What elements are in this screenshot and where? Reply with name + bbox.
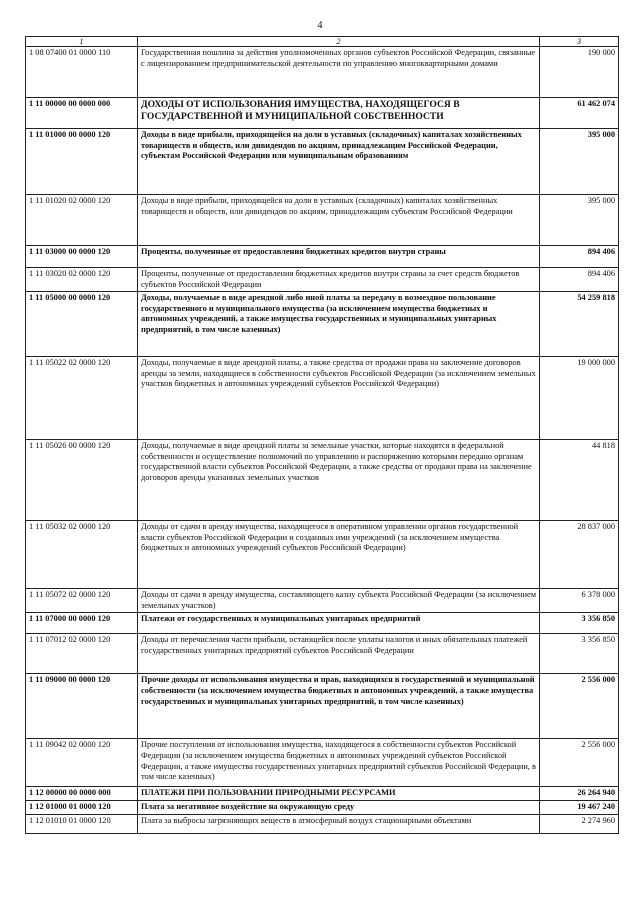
table-row [26, 521, 619, 589]
cell-budget-code: 1 11 07012 02 0000 120 [26, 634, 138, 674]
cell-budget-code: 1 12 01010 01 0000 120 [26, 814, 138, 833]
cell-amount: 28 837 000 [540, 521, 619, 589]
cell-amount: 19 467 240 [540, 800, 619, 814]
table-row [26, 739, 619, 787]
cell-amount: 395 000 [540, 195, 619, 246]
cell-name: Проценты, полученные от предоставления бюджетных кредитов внутри страны [138, 246, 540, 268]
table-row [26, 129, 619, 195]
table-row [26, 787, 619, 801]
cell-budget-code: 1 12 00000 00 0000 000 [26, 787, 138, 801]
page-number: 4 [317, 20, 323, 31]
cell-amount: 2 556 000 [540, 674, 619, 739]
cell-budget-code: 1 11 09000 00 0000 120 [26, 674, 138, 739]
table-row [26, 800, 619, 814]
table-header-row [26, 37, 619, 47]
cell-name: Доходы от перечисления части прибыли, остающейся после уплаты налогов и иных обязательных платежей государственных унитарных предприятий субъектов Российской Федерации [138, 634, 540, 674]
cell-amount: 54 259 818 [540, 292, 619, 357]
table-row [26, 268, 619, 292]
cell-name: Плата за выбросы загрязняющих веществ в атмосферный воздух стационарными объектами [138, 814, 540, 833]
cell-amount: 6 378 000 [540, 589, 619, 613]
cell-amount: 190 000 [540, 47, 619, 98]
table-row [26, 246, 619, 268]
cell-name: Платежи от государственных и муниципальных унитарных предприятий [138, 613, 540, 634]
table-row [26, 589, 619, 613]
table-row [26, 674, 619, 739]
cell-budget-code: 1 11 05032 02 0000 120 [26, 521, 138, 589]
cell-budget-code: 1 11 05000 00 0000 120 [26, 292, 138, 357]
cell-name: Доходы в виде прибыли, приходящейся на доли в уставных (складочных) капиталах хозяйственных товариществ и обществ, или дивидендов по акциям, принадлежащим субъектам Российской Федерации [138, 195, 540, 246]
cell-name: Государственная пошлина за действия уполномоченных органов субъектов Российской Федерации, связанные с лицензированием предпринимательской деятельности по управлению многоквартирными домами [138, 47, 540, 98]
cell-budget-code: 1 11 03000 00 0000 120 [26, 246, 138, 268]
table-body [26, 47, 619, 834]
cell-amount: 3 356 850 [540, 634, 619, 674]
cell-amount: 2 556 000 [540, 739, 619, 787]
cell-name: Прочие доходы от использования имущества и прав, находящихся в государственной и муниципальной собственности (за исключением имущества бюджетных и автономных учреждений, а также имущества государственных и муниципальных унитарных предприятий, в том числе казенных) [138, 674, 540, 739]
cell-name: Доходы, получаемые в виде арендной платы за земельные участки, которые находятся в федеральной собственности и осуществление полномочий по управлению и распоряжению которыми передано органам государственной власти субъектов Российской Федерации, а также средства от продажи права на заключение договоров аренды указанных земельных участков [138, 440, 540, 521]
column-header-code: 1 [26, 37, 138, 47]
cell-budget-code: 1 11 07000 00 0000 120 [26, 613, 138, 634]
table-row [26, 292, 619, 357]
cell-budget-code: 1 11 00000 00 0000 000 [26, 98, 138, 129]
table-row [26, 634, 619, 674]
cell-budget-code: 1 11 01000 00 0000 120 [26, 129, 138, 195]
cell-budget-code: 1 11 01020 02 0000 120 [26, 195, 138, 246]
revenue-table [25, 36, 619, 834]
cell-amount: 2 274 960 [540, 814, 619, 833]
cell-amount: 395 000 [540, 129, 619, 195]
cell-amount: 44 818 [540, 440, 619, 521]
cell-amount: 894 406 [540, 268, 619, 292]
cell-name: Доходы в виде прибыли, приходящейся на доли в уставных (складочных) капиталах хозяйственных товариществ и обществ, или дивидендов по акциям, принадлежащим Российской Федерации, субъектам Российской Федерации или муниципальным образованиям [138, 129, 540, 195]
column-header-name: 2 [138, 37, 540, 47]
table-row [26, 98, 619, 129]
cell-amount: 19 000 000 [540, 357, 619, 440]
table-row [26, 814, 619, 833]
cell-name: Доходы от сдачи в аренду имущества, составляющего казну субъекта Российской Федерации (за исключением земельных участков) [138, 589, 540, 613]
cell-amount: 61 462 074 [540, 98, 619, 129]
cell-budget-code: 1 12 01000 01 0000 120 [26, 800, 138, 814]
cell-budget-code: 1 11 03020 02 0000 120 [26, 268, 138, 292]
cell-budget-code: 1 08 07400 01 0000 110 [26, 47, 138, 98]
cell-amount: 894 406 [540, 246, 619, 268]
column-header-amount: 3 [540, 37, 619, 47]
cell-name: Доходы от сдачи в аренду имущества, находящегося в оперативном управлении органов государственной власти субъектов Российской Федерации и созданных ими учреждений (за исключением имущества бюджетных и автономных учреждений субъектов Российской Федерации) [138, 521, 540, 589]
cell-name: Доходы, получаемые в виде арендной либо иной платы за передачу в возмездное пользование государственного и муниципального имущества (за исключением имущества бюджетных и автономных учреждений, а также имущества государственных и муниципальных унитарных предприятий, в том числе казенных) [138, 292, 540, 357]
cell-amount: 3 356 850 [540, 613, 619, 634]
cell-budget-code: 1 11 05026 00 0000 120 [26, 440, 138, 521]
table-row [26, 195, 619, 246]
cell-budget-code: 1 11 05072 02 0000 120 [26, 589, 138, 613]
table-row [26, 440, 619, 521]
cell-name: ПЛАТЕЖИ ПРИ ПОЛЬЗОВАНИИ ПРИРОДНЫМИ РЕСУРСАМИ [138, 787, 540, 801]
table-row [26, 47, 619, 98]
table-row [26, 357, 619, 440]
table-row [26, 613, 619, 634]
cell-budget-code: 1 11 09042 02 0000 120 [26, 739, 138, 787]
cell-amount: 26 264 940 [540, 787, 619, 801]
cell-name: Доходы, получаемые в виде арендной платы, а также средства от продажи права на заключение договоров аренды за земли, находящиеся в собственности субъектов Российской Федерации (за исключением земельных участков бюджетных и автономных учреждений субъектов Российской Федерации) [138, 357, 540, 440]
cell-name: Проценты, полученные от предоставления бюджетных кредитов внутри страны за счет средств бюджетов субъектов Российской Федерации [138, 268, 540, 292]
cell-name: ДОХОДЫ ОТ ИСПОЛЬЗОВАНИЯ ИМУЩЕСТВА, НАХОДЯЩЕГОСЯ В ГОСУДАРСТВЕННОЙ И МУНИЦИПАЛЬНОЙ СОБСТВЕННОСТИ [138, 98, 540, 129]
cell-budget-code: 1 11 05022 02 0000 120 [26, 357, 138, 440]
cell-name: Прочие поступления от использования имущества, находящегося в собственности субъектов Российской Федерации (за исключением имущества бюджетных и автономных учреждений субъектов Российской Федерации, а также имущества государственных унитарных предприятий субъектов Российской Федерации, в том числе казенных) [138, 739, 540, 787]
cell-name: Плата за негативное воздействие на окружающую среду [138, 800, 540, 814]
